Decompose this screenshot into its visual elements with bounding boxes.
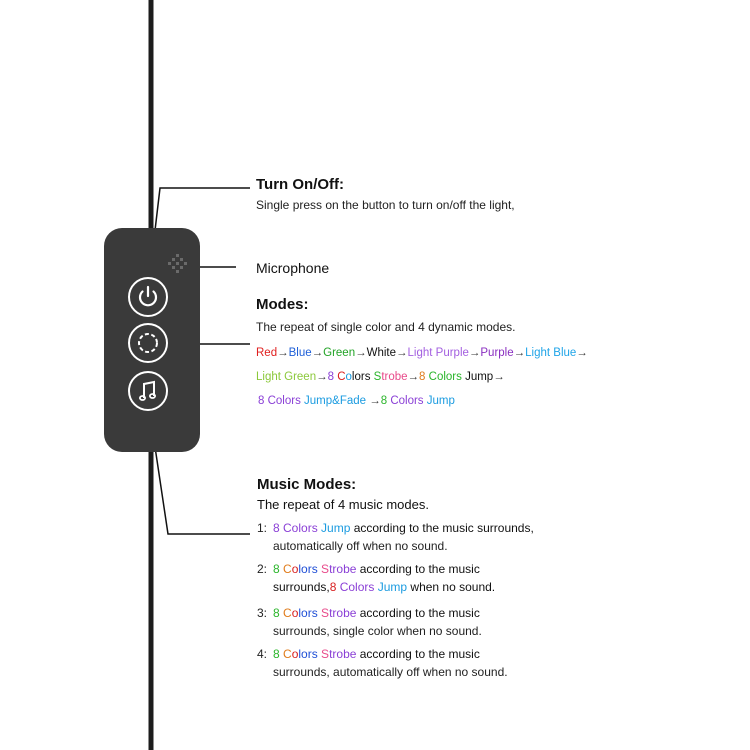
colored-text-segment: Jump — [465, 371, 494, 383]
dashed-circle-icon — [130, 325, 166, 361]
music-mode-1 — [257, 519, 534, 555]
music-mode-line2: surrounds, automatically off when no sound. — [273, 665, 508, 679]
colored-text-segment: 8 — [273, 647, 284, 661]
colored-text-segment: S — [373, 371, 382, 383]
arrow-icon: → — [407, 371, 420, 383]
colored-text-segment: C — [283, 562, 292, 576]
arrow-icon: → — [468, 347, 481, 359]
colored-text-segment: S — [321, 647, 330, 661]
colored-text-segment: 8 — [273, 521, 284, 535]
music-mode-line1 — [273, 647, 480, 661]
colored-text-segment: o — [345, 371, 352, 383]
colored-text-segment: S — [321, 606, 330, 620]
colored-text-segment: Purple — [480, 347, 514, 359]
arrow-icon: → — [369, 395, 381, 407]
mode-button[interactable] — [128, 323, 168, 363]
colored-text-segment: C — [283, 606, 292, 620]
colored-text-segment: surrounds, — [273, 580, 330, 594]
music-mode-number: 4: — [257, 647, 268, 661]
colored-text-segment: Light Blue — [525, 347, 577, 359]
colored-text-segment: according to the music surrounds, — [350, 521, 534, 535]
colored-text-segment: C — [283, 647, 292, 661]
colored-text-segment: lors — [298, 606, 322, 620]
colored-text-segment: according to the music — [356, 562, 480, 576]
colored-text-segment: Red — [256, 347, 278, 359]
colored-text-segment: Jump&Fade — [304, 395, 370, 407]
colored-text-segment: lors — [351, 371, 374, 383]
arrow-icon: → — [493, 371, 505, 383]
colored-text-segment: 8 — [419, 371, 429, 383]
colored-text-segment: 8 — [327, 371, 338, 383]
power-button[interactable] — [128, 277, 168, 317]
colored-text-segment: when no sound. — [407, 580, 496, 594]
colored-text-segment: trobe — [329, 647, 357, 661]
modes-desc: The repeat of single color and 4 dynamic modes. — [256, 320, 516, 334]
microphone-label: Microphone — [256, 260, 330, 276]
colored-text-segment: lors — [298, 647, 322, 661]
colored-text-segment: Colors — [390, 395, 427, 407]
colored-text-segment: 8 — [329, 580, 340, 594]
arrow-icon: → — [316, 371, 328, 383]
colored-text-segment: lors — [298, 562, 322, 576]
music-desc: The repeat of 4 music modes. — [257, 497, 429, 512]
turn-desc: Single press on the button to turn on/off the light, — [256, 198, 515, 212]
arrow-icon: → — [277, 347, 289, 359]
modes-sequence-line3 — [258, 395, 455, 407]
colored-text-segment: Colors — [267, 395, 305, 407]
arrow-icon: → — [396, 347, 408, 359]
modes-sequence-line1 — [256, 347, 588, 359]
colored-text-segment: 8 — [380, 395, 391, 407]
colored-text-segment: Blue — [288, 347, 312, 359]
music-mode-line1 — [273, 521, 534, 535]
colored-text-segment: Colors — [339, 580, 378, 594]
arrow-icon: → — [311, 347, 324, 359]
modes-sequence-line2 — [256, 371, 505, 383]
music-mode-number: 3: — [257, 606, 268, 620]
arrow-icon: → — [355, 347, 367, 359]
music-mode-2 — [257, 560, 495, 596]
music-mode-line2 — [273, 580, 495, 594]
colored-text-segment: trobe — [381, 371, 408, 383]
power-icon — [130, 279, 166, 315]
music-mode-line2: surrounds, single color when no sound. — [273, 624, 482, 638]
music-mode-line1 — [273, 562, 480, 576]
colored-text-segment: Colors — [428, 371, 466, 383]
music-title: Music Modes: — [257, 476, 357, 493]
modes-title: Modes: — [256, 296, 309, 313]
colored-text-segment: C — [337, 371, 346, 383]
arrow-icon: → — [576, 347, 588, 359]
colored-text-segment: S — [321, 562, 330, 576]
music-mode-3 — [257, 604, 482, 640]
colored-text-segment: Light Green — [256, 371, 317, 383]
music-mode-4 — [257, 645, 508, 681]
microphone-icon — [166, 253, 190, 277]
colored-text-segment: 8 — [273, 606, 284, 620]
music-mode-line1 — [273, 606, 480, 620]
arrow-icon: → — [513, 347, 526, 359]
colored-text-segment: 8 — [258, 395, 268, 407]
music-mode-number: 2: — [257, 562, 268, 576]
colored-text-segment: Jump — [426, 395, 455, 407]
music-mode-number: 1: — [257, 521, 268, 535]
colored-text-segment: trobe — [329, 606, 357, 620]
music-note-icon — [130, 373, 166, 409]
music-mode-line2: automatically off when no sound. — [273, 539, 448, 553]
colored-text-segment: o — [291, 562, 299, 576]
colored-text-segment: o — [291, 606, 299, 620]
colored-text-segment: Colors — [283, 521, 322, 535]
colored-text-segment: according to the music — [356, 647, 480, 661]
colored-text-segment: Light Purple — [407, 347, 469, 359]
colored-text-segment: trobe — [329, 562, 357, 576]
turn-title: Turn On/Off: — [256, 176, 345, 193]
colored-text-segment: White — [366, 347, 397, 359]
colored-text-segment: Green — [323, 347, 356, 359]
colored-text-segment: Jump — [321, 521, 351, 535]
colored-text-segment: Jump — [377, 580, 408, 594]
colored-text-segment: 8 — [273, 562, 284, 576]
colored-text-segment: o — [291, 647, 299, 661]
colored-text-segment: according to the music — [356, 606, 480, 620]
music-button[interactable] — [128, 371, 168, 411]
